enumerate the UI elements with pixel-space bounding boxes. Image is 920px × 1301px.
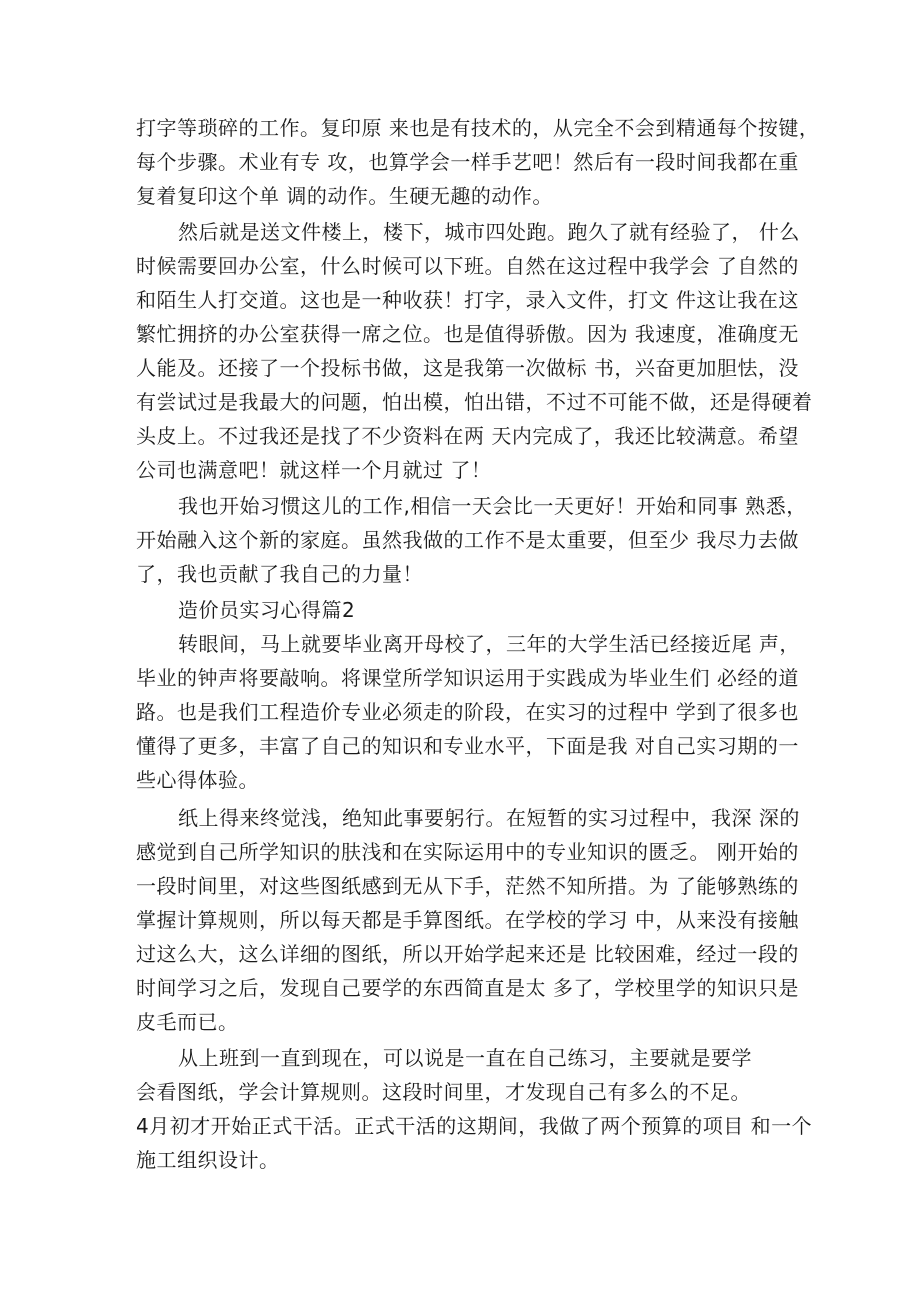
text-line: 掌握计算规则，所以每天都是手算图纸。在学校的学习 中，从来没有接触 [136,908,799,932]
text-line: 施工组织设计。 [136,1148,280,1172]
text-line: 些心得体验。 [136,768,259,792]
paragraph-first-line: 我也开始习惯这儿的工作,相信一天会比一天更好！开始和同事 熟悉， [178,494,807,518]
text-line: 了，我也贡献了我自己的力量！ [136,562,423,586]
text-line: 时候需要回办公室，什么时候可以下班。自然在这过程中我学会 了自然的 [136,254,799,278]
text-line: 会看图纸，学会计算规则。这段时间里，才发现自己有多么的不足。 [136,1080,751,1104]
paragraph-first-line: 然后就是送文件楼上，楼下，城市四处跑。跑久了就有经验了， 什么 [178,220,800,244]
text-line: 公司也满意吧！就这样一个月就过 了！ [136,458,492,482]
text-line: 开始融入这个新的家庭。虽然我做的工作不是太重要，但至少 我尽力去做 [136,528,799,552]
text-line: 头皮上。不过我还是找了不少资料在两 天内完成了，我还比较满意。希望 [136,424,799,448]
section-heading: 造价员实习心得篇2 [178,598,356,622]
text-line: 懂得了更多，丰富了自己的知识和专业水平，下面是我 对自己实习期的一 [136,734,799,758]
text-line: 感觉到自己所学知识的肤浅和在实际运用中的专业知识的匮乏。 刚开始的 [136,840,799,864]
paragraph-first-line: 从上班到一直到现在，可以说是一直在自己练习，主要就是要学 [178,1046,752,1070]
text-line: 复着复印这个单 调的动作。生硬无趣的动作。 [136,184,553,208]
text-line: 4月初才开始正式干活。正式干活的这期间，我做了两个预算的项目 和一个 [136,1114,813,1138]
text-line: 每个步骤。术业有专 攻，也算学会一样手艺吧！然后有一段时间我都在重 [136,150,799,174]
text-line: 时间学习之后，发现自己要学的东西简直是太 多了，学校里学的知识只是 [136,976,799,1000]
text-line: 和陌生人打交道。这也是一种收获！打字，录入文件，打文 件这让我在这 [136,288,799,312]
paragraph-first-line: 转眼间，马上就要毕业离开母校了，三年的大学生活已经接近尾 声， [178,632,800,656]
text-line: 皮毛而已。 [136,1010,239,1034]
text-line: 路。也是我们工程造价专业必须走的阶段，在实习的过程中 学到了很多也 [136,700,799,724]
text-line: 打字等琐碎的工作。复印原 来也是有技术的，从完全不会到精通每个按键， [136,116,820,140]
paragraph-first-line: 纸上得来终觉浅，绝知此事要躬行。在短暂的实习过程中，我深 深的 [178,806,800,830]
text-line: 一段时间里，对这些图纸感到无从下手，茫然不知所措。为 了能够熟练的 [136,874,799,898]
text-line: 有尝试过是我最大的问题，怕出模，怕出错，不过不可能不做，还是得硬着 [136,390,813,414]
text-line: 繁忙拥挤的办公室获得一席之位。也是值得骄傲。因为 我速度，准确度无 [136,322,799,346]
text-line: 过这么大，这么详细的图纸，所以开始学起来还是 比较困难，经过一段的 [136,942,799,966]
text-line: 毕业的钟声将要敲响。将课堂所学知识运用于实践成为毕业生们 必经的道 [136,666,799,690]
text-line: 人能及。还接了一个投标书做，这是我第一次做标 书，兴奋更加胆怯，没 [136,356,799,380]
